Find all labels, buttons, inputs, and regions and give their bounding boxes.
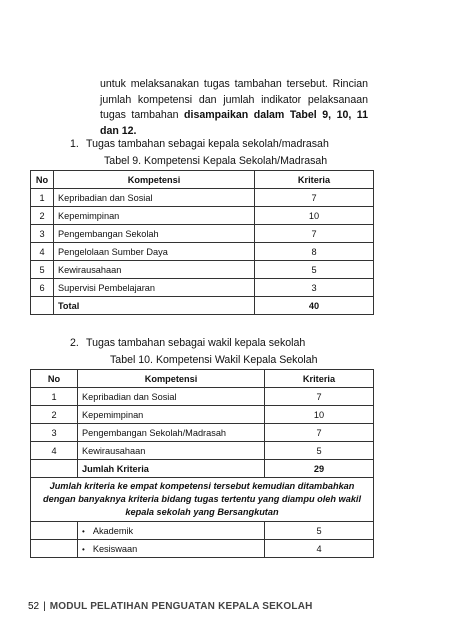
cell-no: 2 bbox=[31, 207, 54, 225]
section-2-title: Tugas tambahan sebagai wakil kepala sekolah bbox=[86, 337, 306, 349]
table-row bbox=[31, 261, 374, 279]
cell-no: 5 bbox=[31, 261, 54, 279]
cell-no: 4 bbox=[31, 442, 78, 460]
cell-kompetensi: Kewirausahaan bbox=[54, 261, 255, 279]
intro-bold-text: disampaikan dalam Tabel 9, 10, 11 dan 12. bbox=[100, 109, 369, 137]
header-no: No bbox=[31, 171, 54, 189]
cell-kriteria: 10 bbox=[255, 207, 374, 225]
section-1-title: Tugas tambahan sebagai kepala sekolah/madrasah bbox=[86, 138, 329, 150]
cell-kompetensi: Pengelolaan Sumber Daya bbox=[54, 243, 255, 261]
cell-kriteria: 5 bbox=[255, 261, 374, 279]
cell-kriteria: 4 bbox=[265, 540, 374, 558]
total-value: 40 bbox=[255, 297, 374, 315]
section-1-heading bbox=[70, 138, 329, 151]
table-row bbox=[31, 388, 374, 406]
table-row bbox=[31, 442, 374, 460]
cell-kompetensi: Pengembangan Sekolah bbox=[54, 225, 255, 243]
cell-no: 3 bbox=[31, 225, 54, 243]
cell-empty bbox=[31, 522, 78, 540]
bullet-item bbox=[78, 540, 265, 558]
total-label: Total bbox=[54, 297, 255, 315]
table-row bbox=[31, 406, 374, 424]
cell-kriteria: 3 bbox=[255, 279, 374, 297]
intro-paragraph bbox=[100, 77, 368, 139]
intro-text: untuk melaksanakan tugas tambahan tersebut. Rincian jumlah kompetensi dan jumlah indikator pelaksanaan tugas tambahan bbox=[100, 78, 368, 121]
footer-separator: | bbox=[43, 601, 46, 612]
bullet-label: Kesiswaan bbox=[92, 543, 138, 554]
note-row bbox=[31, 478, 374, 522]
table-row bbox=[31, 424, 374, 442]
total-row bbox=[31, 297, 374, 315]
table-10-caption: Tabel 10. Kompetensi Wakil Kepala Sekolah bbox=[110, 354, 318, 366]
header-kriteria: Kriteria bbox=[255, 171, 374, 189]
cell-empty bbox=[31, 460, 78, 478]
table-header-row bbox=[31, 370, 374, 388]
total-row bbox=[31, 460, 374, 478]
total-label: Jumlah Kriteria bbox=[78, 460, 265, 478]
total-value: 29 bbox=[265, 460, 374, 478]
bullet-label: Akademik bbox=[92, 525, 134, 536]
bullet-row bbox=[31, 540, 374, 558]
bullet-icon: • bbox=[82, 544, 85, 554]
bullet-icon: • bbox=[82, 526, 85, 536]
cell-kompetensi: Kewirausahaan bbox=[78, 442, 265, 460]
page-footer bbox=[28, 601, 313, 612]
table-row bbox=[31, 225, 374, 243]
section-2-number: 2. bbox=[70, 337, 79, 349]
header-kriteria: Kriteria bbox=[265, 370, 374, 388]
page-number: 52 bbox=[28, 601, 40, 612]
cell-empty bbox=[31, 540, 78, 558]
cell-no: 1 bbox=[31, 388, 78, 406]
section-2-heading bbox=[70, 337, 305, 350]
cell-kompetensi: Supervisi Pembelajaran bbox=[54, 279, 255, 297]
bullet-item bbox=[78, 522, 265, 540]
cell-kriteria: 10 bbox=[265, 406, 374, 424]
cell-kriteria: 5 bbox=[265, 442, 374, 460]
header-no: No bbox=[31, 370, 78, 388]
cell-kriteria: 7 bbox=[265, 388, 374, 406]
table-10 bbox=[30, 369, 374, 558]
footer-title: MODUL PELATIHAN PENGUATAN KEPALA SEKOLAH bbox=[49, 601, 313, 612]
header-kompetensi: Kompetensi bbox=[54, 171, 255, 189]
cell-kriteria: 7 bbox=[265, 424, 374, 442]
cell-kriteria: 8 bbox=[255, 243, 374, 261]
cell-kriteria: 7 bbox=[255, 189, 374, 207]
table-row bbox=[31, 189, 374, 207]
table-9 bbox=[30, 170, 374, 315]
cell-no: 3 bbox=[31, 424, 78, 442]
table-row bbox=[31, 279, 374, 297]
table-row bbox=[31, 207, 374, 225]
cell-kompetensi: Kepemimpinan bbox=[54, 207, 255, 225]
cell-kompetensi: Kepribadian dan Sosial bbox=[54, 189, 255, 207]
cell-kriteria: 5 bbox=[265, 522, 374, 540]
cell-no: 2 bbox=[31, 406, 78, 424]
bullet-row bbox=[31, 522, 374, 540]
header-kompetensi: Kompetensi bbox=[78, 370, 265, 388]
cell-no: 1 bbox=[31, 189, 54, 207]
cell-kompetensi: Kepribadian dan Sosial bbox=[78, 388, 265, 406]
note-text: Jumlah kriteria ke empat kompetensi tersebut kemudian ditambahkan dengan banyaknya kriteria bidang tugas tertentu yang diampu oleh wakil kepala sekolah yang Bersangkutan bbox=[31, 478, 374, 522]
cell-empty bbox=[31, 297, 54, 315]
table-row bbox=[31, 243, 374, 261]
cell-no: 6 bbox=[31, 279, 54, 297]
section-1-number: 1. bbox=[70, 138, 79, 150]
cell-no: 4 bbox=[31, 243, 54, 261]
cell-kriteria: 7 bbox=[255, 225, 374, 243]
table-header-row bbox=[31, 171, 374, 189]
table-9-caption: Tabel 9. Kompetensi Kepala Sekolah/Madrasah bbox=[104, 155, 328, 167]
cell-kompetensi: Pengembangan Sekolah/Madrasah bbox=[78, 424, 265, 442]
cell-kompetensi: Kepemimpinan bbox=[78, 406, 265, 424]
